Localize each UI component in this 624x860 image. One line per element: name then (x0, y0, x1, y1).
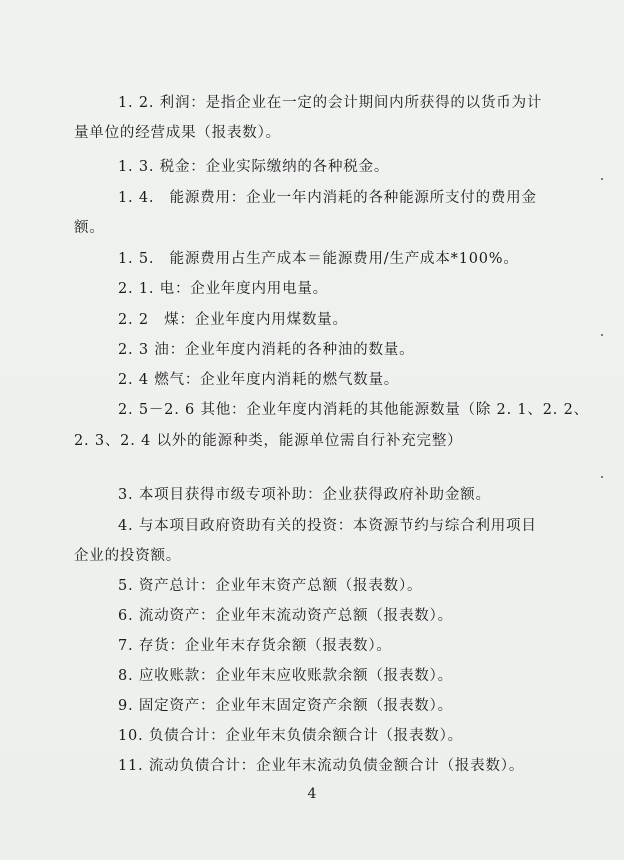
scan-speck (601, 334, 603, 336)
text-line: 额。 (74, 220, 105, 236)
text-line: 6. 流动资产：企业年末流动资产总额（报表数）。 (118, 608, 453, 624)
text-line: 1. 2. 利润：是指企业在一定的会计期间内所获得的以货币为计 (118, 95, 543, 111)
text-line: 2. 2 煤：企业年度内用煤数量。 (118, 312, 348, 328)
text-line: 5. 资产总计：企业年末资产总额（报表数）。 (118, 578, 423, 594)
text-line: 2. 5－2. 6 其他：企业年度内消耗的其他能源数量（除 2. 1、2. 2、 (118, 402, 589, 418)
page-number: 4 (307, 786, 317, 802)
text-line: 企业的投资额。 (74, 548, 182, 564)
text-line: 量单位的经营成果（报表数）。 (74, 125, 281, 141)
text-line: 9. 固定资产：企业年末固定资产余额（报表数）。 (118, 698, 453, 714)
scan-speck (601, 476, 603, 478)
text-line: 4. 与本项目政府资助有关的投资：本资源节约与综合利用项目 (118, 518, 537, 534)
text-line: 2. 1. 电：企业年度内用电量。 (118, 281, 328, 297)
text-line: 8. 应收账款：企业年末应收账款余额（报表数）。 (118, 668, 453, 684)
text-line: 10. 负债合计：企业年末负债余额合计（报表数）。 (118, 728, 463, 744)
text-line: 2. 4 燃气：企业年度内消耗的燃气数量。 (118, 372, 400, 388)
text-line: 2. 3、2. 4 以外的能源种类，能源单位需自行补充完整） (74, 433, 463, 449)
text-line: 1. 4. 能源费用：企业一年内消耗的各种能源所支付的费用金 (118, 190, 537, 206)
text-line: 7. 存货：企业年末存货余额（报表数）。 (118, 638, 392, 654)
text-line: 1. 5. 能源费用占生产成本＝能源费用/生产成本*100%。 (118, 251, 519, 267)
text-line: 11. 流动负债合计：企业年末流动负债金额合计（报表数）。 (118, 758, 525, 774)
text-line: 1. 3. 税金：企业实际缴纳的各种税金。 (118, 159, 390, 175)
text-line: 3. 本项目获得市级专项补助：企业获得政府补助金额。 (118, 487, 491, 503)
text-line: 2. 3 油：企业年度内消耗的各种油的数量。 (118, 342, 415, 358)
scan-speck (601, 178, 603, 180)
